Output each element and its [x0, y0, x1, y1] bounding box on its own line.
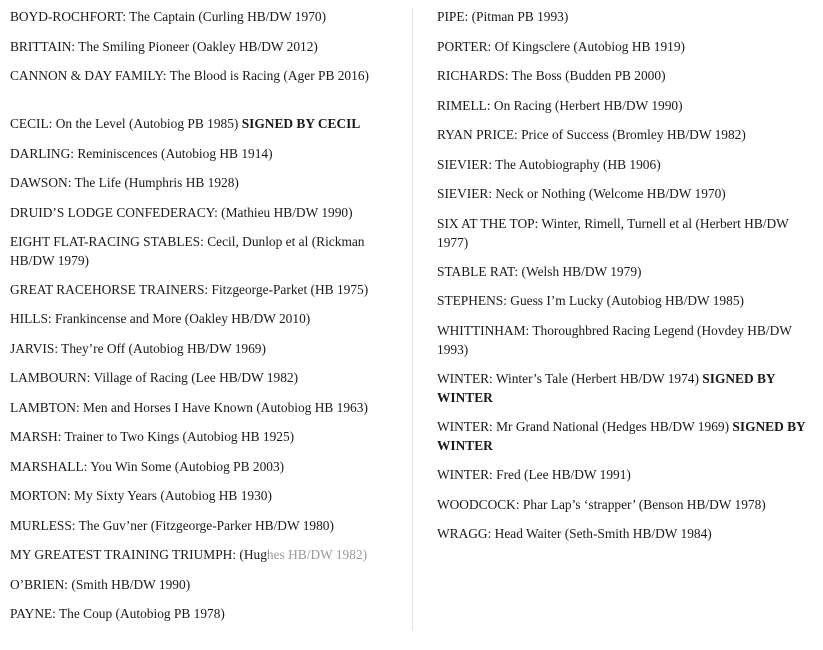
list-item: [437, 185, 815, 204]
list-item: [437, 67, 815, 86]
list-item: [437, 97, 815, 116]
entry-text: MARSH: Trainer to Two Kings (Autobiog HB 1925): [10, 429, 295, 444]
faded-text: hes HB/DW 1982): [266, 547, 368, 562]
entry-text: SIX AT THE TOP: Winter, Rimell, Turnell et al (Herbert HB/DW 1977): [437, 216, 789, 250]
list-item: [437, 263, 815, 282]
list-item: [10, 517, 402, 536]
list-item: [437, 215, 815, 252]
entry-text: LAMBTON: Men and Horses I Have Known (Autobiog HB 1963): [10, 400, 368, 415]
signed-note: SIGNED BY WINTER: [437, 371, 776, 405]
entry-text: DRUID’S LODGE CONFEDERACY: (Mathieu HB/DW 1990): [10, 205, 353, 220]
list-item: [437, 292, 815, 311]
entry-text: WHITTINHAM: Thoroughbred Racing Legend (Hovdey HB/DW 1993): [437, 323, 792, 357]
signed-note: SIGNED BY CECIL: [241, 116, 361, 131]
entry-text: MORTON: My Sixty Years (Autobiog HB 1930): [10, 488, 272, 503]
list-item: [437, 370, 815, 407]
list-item: [10, 399, 402, 418]
signed-note: SIGNED BY WINTER: [437, 419, 806, 453]
entry-text: DARLING: Reminiscences (Autobiog HB 1914): [10, 146, 273, 161]
entry-text: CECIL: On the Level (Autobiog PB 1985): [10, 116, 242, 131]
entry-text: RIMELL: On Racing (Herbert HB/DW 1990): [437, 98, 683, 113]
list-item: [437, 496, 815, 515]
entry-text: RYAN PRICE: Price of Success (Bromley HB/DW 1982): [437, 127, 746, 142]
list-item: [437, 525, 815, 544]
entry-text: CANNON & DAY FAMILY: The Blood is Racing (Ager PB 2016): [10, 68, 369, 83]
list-item: [437, 156, 815, 175]
list-item: [10, 340, 402, 359]
entry-text: DAWSON: The Life (Humphris HB 1928): [10, 175, 239, 190]
entry-text: BRITTAIN: The Smiling Pioneer (Oakley HB/DW 2012): [10, 39, 318, 54]
list-item: [437, 418, 815, 455]
entry-text: RICHARDS: The Boss (Budden PB 2000): [437, 68, 666, 83]
list-item: [10, 115, 402, 134]
entry-text: SIEVIER: The Autobiography (HB 1906): [437, 157, 661, 172]
column-divider: [412, 8, 413, 630]
list-item: [10, 145, 402, 164]
list-item: [10, 458, 402, 477]
entry-text: MY GREATEST TRAINING TRIUMPH: (Hug: [10, 547, 267, 562]
list-item: [10, 67, 402, 86]
entry-text: SIEVIER: Neck or Nothing (Welcome HB/DW 1970): [437, 186, 726, 201]
list-item: [10, 310, 402, 329]
entry-text: PIPE: (Pitman PB 1993): [437, 9, 569, 24]
list-item: [10, 605, 402, 624]
entry-text: JARVIS: They’re Off (Autobiog HB/DW 1969): [10, 341, 266, 356]
list-item: [10, 204, 402, 223]
list-item: [437, 38, 815, 57]
list-item: [10, 8, 402, 27]
entry-text: WINTER: Mr Grand National (Hedges HB/DW 1969): [437, 419, 733, 434]
list-item: [10, 38, 402, 57]
entry-text: PORTER: Of Kingsclere (Autobiog HB 1919): [437, 39, 686, 54]
entry-text: WINTER: Winter’s Tale (Herbert HB/DW 1974): [437, 371, 703, 386]
entry-text: WOODCOCK: Phar Lap’s ‘strapper’ (Benson HB/DW 1978): [437, 497, 766, 512]
list-item: [10, 233, 402, 270]
entry-text: HILLS: Frankincense and More (Oakley HB/DW 2010): [10, 311, 311, 326]
list-item: [10, 281, 402, 300]
entry-text: STEPHENS: Guess I’m Lucky (Autobiog HB/DW 1985): [437, 293, 744, 308]
list-item: [10, 546, 402, 565]
entry-text: WRAGG: Head Waiter (Seth-Smith HB/DW 1984): [437, 526, 712, 541]
entry-text: BOYD-ROCHFORT: The Captain (Curling HB/DW 1970): [10, 9, 327, 24]
list-item: [437, 126, 815, 145]
list-item: [437, 466, 815, 485]
list-item: [10, 487, 402, 506]
entry-text: MARSHALL: You Win Some (Autobiog PB 2003): [10, 459, 285, 474]
entry-text: O’BRIEN: (Smith HB/DW 1990): [10, 577, 191, 592]
entry-text: WINTER: Fred (Lee HB/DW 1991): [437, 467, 631, 482]
list-item: [10, 174, 402, 193]
list-item: [437, 8, 815, 27]
entry-text: PAYNE: The Coup (Autobiog PB 1978): [10, 606, 225, 621]
entry-text: STABLE RAT: (Welsh HB/DW 1979): [437, 264, 642, 279]
entry-text: EIGHT FLAT-RACING STABLES: Cecil, Dunlop et al (Rickman HB/DW 1979): [10, 234, 365, 268]
entry-text: GREAT RACEHORSE TRAINERS: Fitzgeorge-Parket (HB 1975): [10, 282, 369, 297]
entry-text: MURLESS: The Guv’ner (Fitzgeorge-Parker HB/DW 1980): [10, 518, 334, 533]
list-item: [10, 369, 402, 388]
list-item: [10, 428, 402, 447]
list-item: [10, 576, 402, 595]
list-item: [437, 322, 815, 359]
entry-text: LAMBOURN: Village of Racing (Lee HB/DW 1982): [10, 370, 299, 385]
